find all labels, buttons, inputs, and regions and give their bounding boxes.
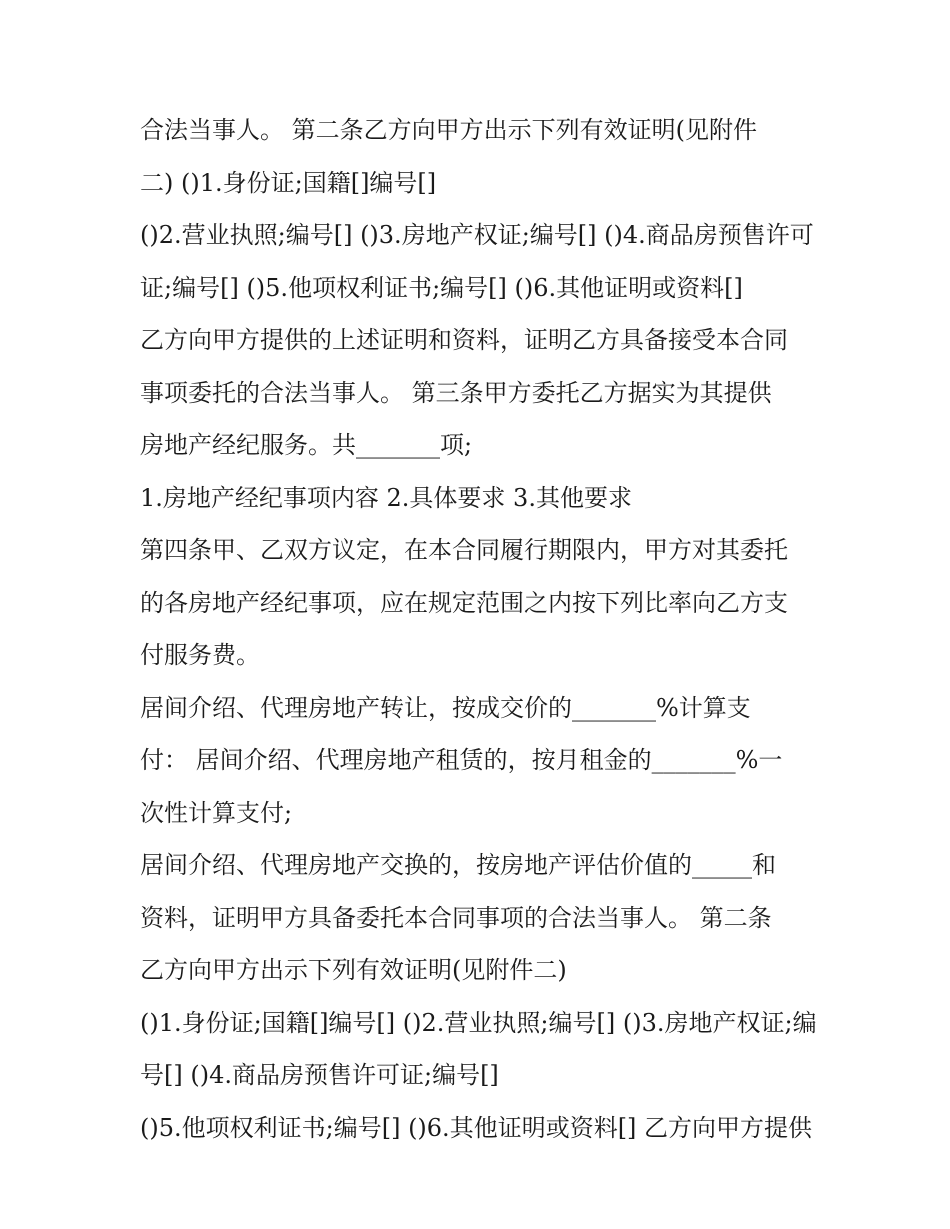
text-line-12: 居间介绍、代理房地产转让，按成交价的_______%计算支 [140,693,751,722]
text-line-3: ()2.营业执照;编号[] ()3.房地产权证;编号[] ()4.商品房预售许可 [140,221,814,249]
document-body [140,104,830,1154]
text-line-4: 证;编号[] ()5.他项权利证书;编号[] ()6.其他证明或资料[] [140,273,743,302]
text-line-9: 第四条甲、乙双方议定，在本合同履行期限内，甲方对其委托 [140,536,788,564]
text-line-14: 次性计算支付; [140,798,293,827]
text-line-18: ()1.身份证;国籍[]编号[] ()2.营业执照;编号[] ()3.房地产权证;编 [140,1008,817,1037]
text-line-13: 付： 居间介绍、代理房地产租赁的，按月租金的_______%一 [140,746,783,774]
text-line-16: 资料，证明甲方具备委托本合同事项的合法当事人。 第二条 [140,903,772,932]
text-line-15: 居间介绍、代理房地产交换的，按房地产评估价值的_____和 [140,851,776,879]
text-line-20: ()5.他项权利证书;编号[] ()6.其他证明或资料[] 乙方向甲方提供 [140,1113,813,1142]
text-line-19: 号[] ()4.商品房预售许可证;编号[] [140,1061,499,1089]
text-line-2: 二) ()1.身份证;国籍[]编号[] [140,168,437,197]
text-line-1: 合法当事人。 第二条乙方向甲方出示下列有效证明(见附件 [140,116,757,144]
text-line-8: 1.房地产经纪事项内容 2.具体要求 3.其他要求 [140,483,632,512]
text-line-7: 房地产经纪服务。共_______项; [140,431,473,459]
text-line-5: 乙方向甲方提供的上述证明和资料，证明乙方具备接受本合同 [140,326,788,354]
text-line-11: 付服务费。 [140,641,260,669]
text-line-10: 的各房地产经纪事项，应在规定范围之内按下列比率向乙方支 [140,588,788,617]
text-line-17: 乙方向甲方出示下列有效证明(见附件二) [140,956,567,984]
text-line-6: 事项委托的合法当事人。 第三条甲方委托乙方据实为其提供 [140,378,772,407]
